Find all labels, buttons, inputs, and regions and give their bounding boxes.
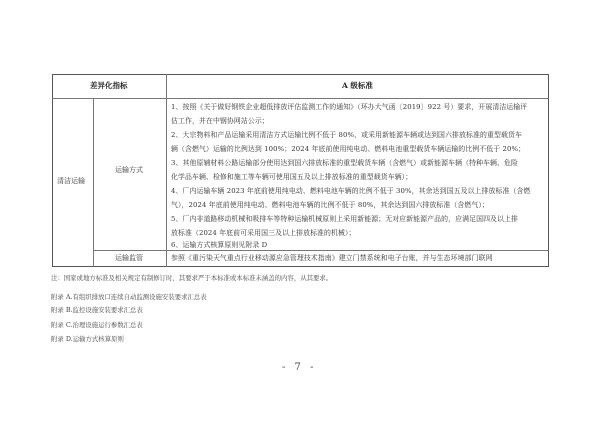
requirement-line: 放标准（2024 年底前可采用国三及以上排放标准的机械）；: [171, 229, 356, 237]
subcategory-transport-supervision: 运输监管: [115, 254, 143, 262]
appendix-b: 附录 B.监控设施安装要求汇总表: [51, 306, 143, 314]
requirement-line: 化学品车辆、检修和施工等车辆可使用国五及以上排放标准的重型载货车辆）；: [171, 173, 413, 181]
header-standard: A 级标准: [342, 81, 373, 90]
appendix-c: 附录 C.治理设施运行参数汇总表: [51, 321, 143, 329]
requirement-line: 5、厂内非道路移动机械和吸排车等特种运输机械原则上采用新能源；无对应新能源产品的，应满足国四及以上排: [171, 215, 519, 223]
footnote: 注：国家或地方标准及相关规定有制修订时，其要求严于本标准或本标准未涵盖的内容，从其要求。: [51, 274, 333, 282]
requirement-line: 1、按照《关于做好钢铁企业超低排放评估监测工作的通知》（环办大气函〔2019〕922 号）要求，开展清洁运输评: [171, 103, 528, 111]
row-divider: [93, 250, 549, 251]
subcategory-transport-mode: 运输方式: [115, 166, 143, 174]
category-clean-transport: 清洁运输: [57, 177, 85, 185]
appendix-d: 附录 D.运输方式核算原则: [51, 335, 124, 343]
requirement-line: 4、厂内运输车辆 2023 年底前使用纯电动、燃料电池车辆的比例不低于 30%，其余达到国五及以上排放标准（含燃: [171, 187, 531, 195]
requirement-line: 2、大宗物料和产品运输采用清洁方式运输比例不低于 80%，或采用新能源车辆或达到国六排放标准的重型载货车: [171, 131, 522, 139]
supervision-requirement: 参照《重污染天气重点行业移动源应急管理技术指南》建立门禁系统和电子台账，并与生态环境部门联网: [171, 254, 493, 262]
requirement-line: 估工作，并在中钢协网站公示；: [171, 117, 269, 125]
header-indicator: 差异化指标: [90, 81, 128, 90]
header-divider: [52, 98, 549, 99]
requirement-line: 6、运输方式核算原则见附录 D: [171, 241, 268, 249]
appendix-a: 附录 A.有组织排放口连续自动监测设施安装要求汇总表: [51, 293, 207, 301]
requirement-line: 气），2024 年底前使用纯电动、燃料电池车辆的比例不低于 80%，其余达到国六排放标准（含燃气）；: [171, 201, 489, 209]
main-column-divider: [166, 74, 167, 267]
subcolumn-divider: [93, 98, 94, 267]
requirement-line: 3、其他原辅材料公路运输部分使用达到国六排放标准的重型载货车辆（含燃气）或新能源车辆（特种车辆、危险: [171, 159, 519, 167]
page-number: - 7 -: [282, 362, 317, 373]
requirement-line: 辆（含燃气）运输的比例达到 100%；2024 年底前使用纯电动、燃料电池重型载货车辆运输的比例不低于 20%；: [171, 145, 526, 153]
